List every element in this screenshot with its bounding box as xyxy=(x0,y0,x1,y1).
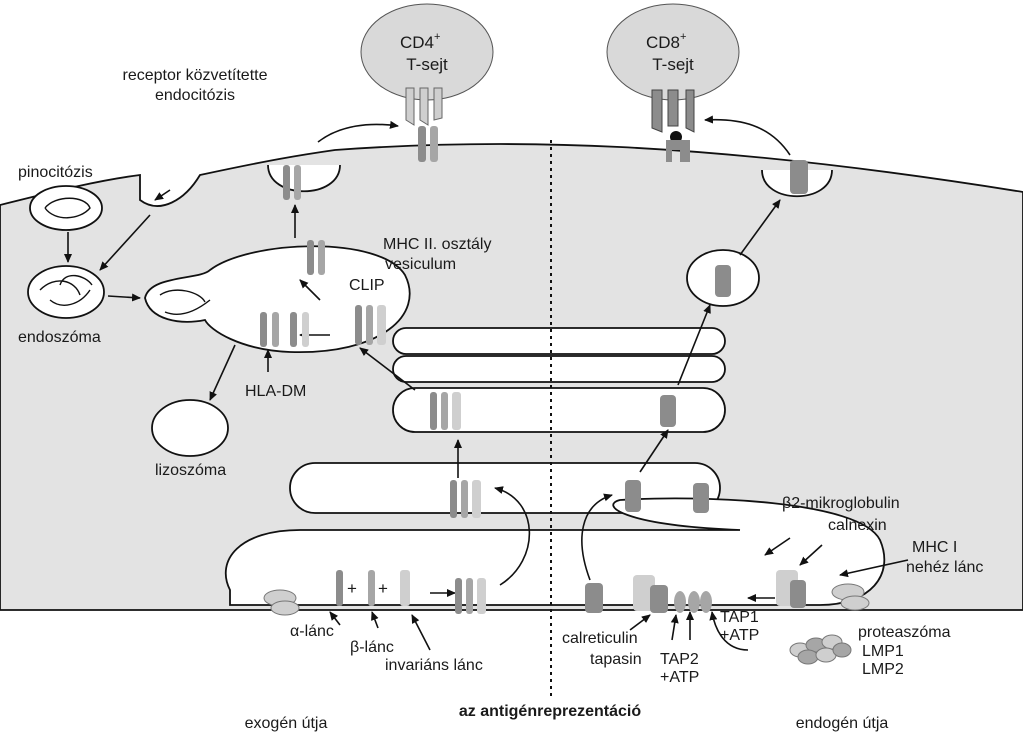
tap1-label-2: +ATP xyxy=(720,627,760,644)
endosome xyxy=(28,266,104,318)
endogenous-pathway-label: endogén útja xyxy=(795,715,889,732)
calnexin-label: calnexin xyxy=(828,517,887,534)
pinocytosis-vesicle xyxy=(30,186,102,230)
mhc2-vesicle-label-1: MHC II. osztály xyxy=(383,236,492,253)
mhc1-heavy-chain-label-1: MHC I xyxy=(912,539,958,556)
exogenous-pathway-label: exogén útja xyxy=(244,715,328,732)
lysosome-label: lizoszóma xyxy=(155,462,227,479)
beta-chain-label: β-lánc xyxy=(350,639,394,656)
cd8-label: CD8+ xyxy=(646,31,687,52)
proteasome xyxy=(790,635,851,664)
lysosome xyxy=(152,400,228,456)
hla-dm-label: HLA-DM xyxy=(245,383,307,400)
pinocytosis-label: pinocitózis xyxy=(18,164,93,181)
cd4-cell-label: T-sejt xyxy=(406,55,448,74)
cd8-t-cell xyxy=(607,4,739,100)
tap2-label-2: +ATP xyxy=(660,669,700,686)
plus-sign-2: + xyxy=(378,579,388,598)
endosome-label: endoszóma xyxy=(18,329,101,346)
mhc2-vesicle-label-2: vesiculum xyxy=(385,256,457,273)
tapasin-label: tapasin xyxy=(590,651,642,668)
receptor-endocytosis-label-2: endocitózis xyxy=(154,87,236,104)
cd4-t-cell xyxy=(361,4,493,100)
plus-sign-1: + xyxy=(347,579,357,598)
diagram-title: az antigénreprezentáció xyxy=(458,703,642,720)
b2m-label: β2-mikroglobulin xyxy=(782,495,900,512)
mhc1-heavy-chain-label-2: nehéz lánc xyxy=(906,559,984,576)
receptor-endocytosis-label-1: receptor közvetítette xyxy=(122,67,268,84)
alpha-chain-label: α-lánc xyxy=(290,623,334,640)
lmp1-label: LMP1 xyxy=(862,643,904,660)
cd4-label: CD4+ xyxy=(400,31,441,52)
tap1-label-1: TAP1 xyxy=(720,609,759,626)
cd8-cell-label: T-sejt xyxy=(652,55,694,74)
invariant-chain-label: invariáns lánc xyxy=(385,657,483,674)
clip-label: CLIP xyxy=(349,277,385,294)
tap2-label-1: TAP2 xyxy=(660,651,699,668)
lmp2-label: LMP2 xyxy=(862,661,904,678)
proteasome-label: proteaszóma xyxy=(858,624,951,641)
calreticulin-label: calreticulin xyxy=(562,630,638,647)
